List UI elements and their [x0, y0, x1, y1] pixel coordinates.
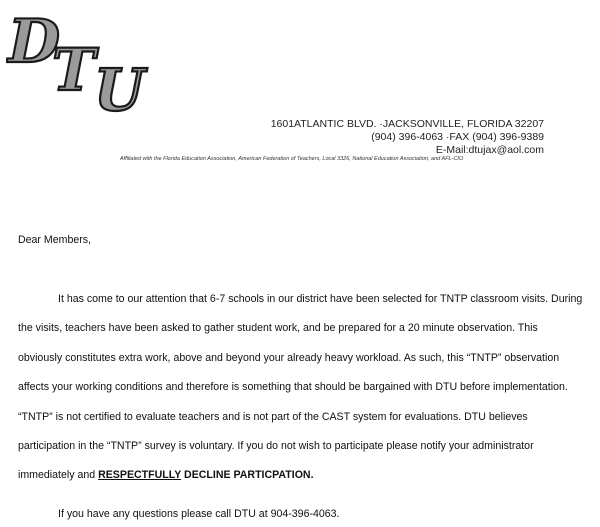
affiliation-line: Affiliated with the Florida Education Association, American Federation of Teachers, Local 3326, National Education Association, and AFL-CIO: [120, 156, 464, 162]
logo-letter-u: U: [94, 56, 145, 114]
final-line-prefix: immediately and: [18, 469, 99, 482]
union-email: E-Mail:dtujax@aol.com: [435, 144, 544, 156]
closing-line: If you have any questions please call DTU at 904-396-4063.: [58, 508, 340, 520]
body-line: “TNTP” is not certified to evaluate teachers and is not part of the CAST system for evaluations. DTU believes: [18, 410, 528, 423]
decline-emphasis: DECLINE PARTICPATION: [181, 469, 311, 482]
union-address: 1601ATLANTIC BLVD. ·JACKSONVILLE, FLORIDA 32207: [270, 118, 544, 130]
union-phone-fax: (904) 396-4063 ·FAX (904) 396-9389: [371, 131, 544, 143]
body-line: the visits, teachers have been asked to gather student work, and be prepared for a 20 minute observation. This: [18, 322, 538, 335]
body-line: affects your working conditions and therefore is something that should be bargained with DTU before implementation.: [18, 381, 568, 394]
respectfully-emphasis: RESPECTFULLY: [98, 469, 182, 482]
salutation: Dear Members,: [18, 234, 91, 246]
body-line-final: [18, 468, 588, 497]
dtu-logo: [6, 6, 156, 114]
logo-letter-t: T: [52, 36, 96, 104]
body-line: obviously constitutes extra work, above and beyond your already heavy workload. As such, this “TNTP” observation: [18, 351, 560, 364]
logo-letter-d: D: [8, 7, 61, 77]
final-period: .: [310, 469, 314, 482]
letter-body-paragraph: [18, 292, 588, 498]
body-line: participation in the “TNTP” survey is voluntary. If you do not wish to participate please notify your administrator: [18, 439, 534, 452]
body-line: It has come to our attention that 6-7 schools in our district have been selected for TNTP classroom visits. During: [58, 293, 583, 305]
